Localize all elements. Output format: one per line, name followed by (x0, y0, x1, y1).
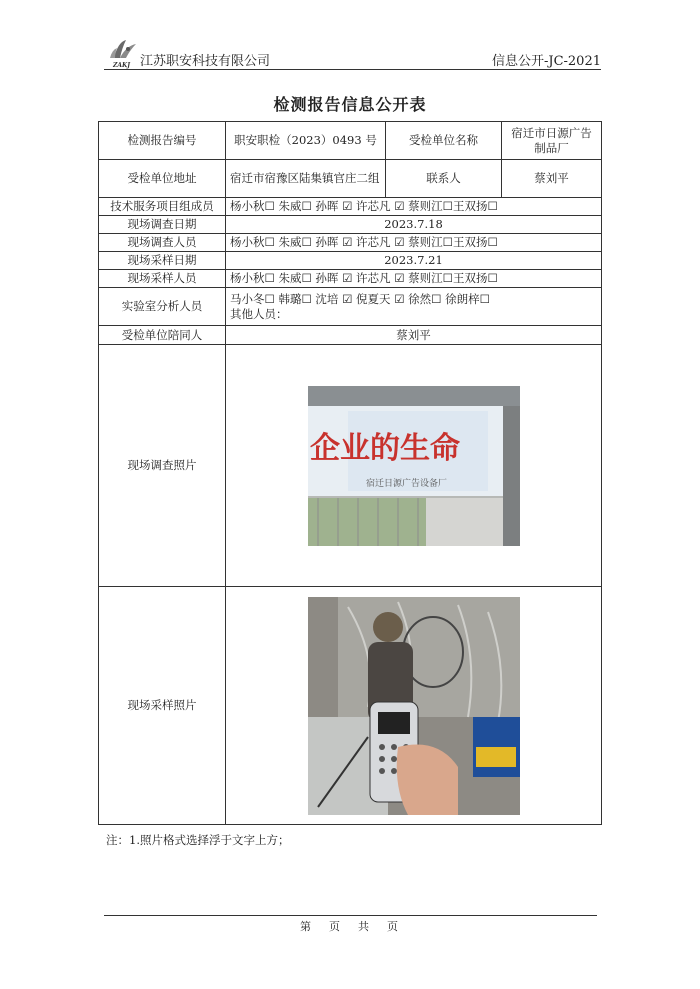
unit-name-label: 受检单位名称 (386, 122, 502, 160)
svg-text:ZAKJ: ZAKJ (113, 62, 131, 69)
page-footer (0, 918, 700, 934)
sampling-staff-value: 杨小秋☐ 朱威☐ 孙晖 ☑ 许芯凡 ☑ 蔡则江☐王双扬☐ (226, 270, 602, 288)
table-row (99, 270, 602, 288)
lab-staff: 马小冬☐ 韩璐☐ 沈培 ☑ 倪夏天 ☑ 徐然☐ 徐朗梓☐ (230, 291, 490, 306)
footer-total-label: 共 (358, 920, 371, 933)
table-row (99, 326, 602, 345)
escort-label: 受检单位陪同人 (99, 326, 226, 345)
team-value: 杨小秋☐ 朱威☐ 孙晖 ☑ 许芯凡 ☑ 蔡则江☐王双扬☐ (226, 198, 602, 216)
lab-label: 实验室分析人员 (99, 288, 226, 326)
sampling-photo-cell (226, 587, 602, 825)
table-row (99, 216, 602, 234)
page-title: 检测报告信息公开表 (273, 95, 427, 114)
company-name: 江苏职安科技有限公司 (140, 54, 271, 69)
team-label: 技术服务项目组成员 (99, 198, 226, 216)
table-row (99, 198, 602, 216)
table-row (99, 345, 602, 587)
report-no-label: 检测报告编号 (99, 122, 226, 160)
header-rule (104, 69, 601, 70)
sampling-date-value: 2023.7.21 (226, 252, 602, 270)
svg-text:企业的生命: 企业的生命 (309, 430, 460, 466)
survey-staff-label: 现场调查人员 (99, 234, 226, 252)
svg-text:宿迁日源广告设备厂: 宿迁日源广告设备厂 (365, 478, 447, 489)
unit-name-value: 宿迁市日源广告制品厂 (502, 122, 602, 160)
escort-value: 蔡刘平 (226, 326, 602, 345)
report-info-table (98, 121, 602, 825)
address-label: 受检单位地址 (99, 160, 226, 198)
company-logo (104, 36, 142, 70)
table-row (99, 252, 602, 270)
report-no-value: 职安职检（2023）0493 号 (226, 122, 386, 160)
lab-other: 其他人员： (230, 306, 288, 321)
address-value: 宿迁市宿豫区陆集镇官庄二组 (226, 160, 386, 198)
footer-ye2-label: 页 (387, 920, 400, 933)
footer-ye-label: 页 (329, 920, 342, 933)
footnote: 注：1.照片格式选择浮于文字上方； (106, 833, 290, 847)
sampling-staff-label: 现场采样人员 (99, 270, 226, 288)
table-row (99, 587, 602, 825)
sampling-photo-label: 现场采样照片 (99, 587, 226, 825)
table-row (99, 160, 602, 198)
survey-photo-cell (226, 345, 602, 587)
contact-label: 联系人 (386, 160, 502, 198)
survey-date-label: 现场调查日期 (99, 216, 226, 234)
table-row (99, 234, 602, 252)
survey-date-value: 2023.7.18 (226, 216, 602, 234)
footer-rule (104, 915, 597, 916)
survey-photo-label: 现场调查照片 (99, 345, 226, 587)
survey-staff-value: 杨小秋☐ 朱威☐ 孙晖 ☑ 许芯凡 ☑ 蔡则江☐王双扬☐ (226, 234, 602, 252)
contact-value: 蔡刘平 (502, 160, 602, 198)
sampling-date-label: 现场采样日期 (99, 252, 226, 270)
document-code: 信息公开-JC-2021 (491, 54, 601, 69)
sampling-photo (308, 597, 520, 815)
footer-page-label: 第 (300, 920, 313, 933)
lab-value (226, 288, 602, 326)
table-row (99, 122, 602, 160)
survey-photo (308, 386, 520, 546)
table-row (99, 288, 602, 326)
page-header (104, 36, 601, 72)
